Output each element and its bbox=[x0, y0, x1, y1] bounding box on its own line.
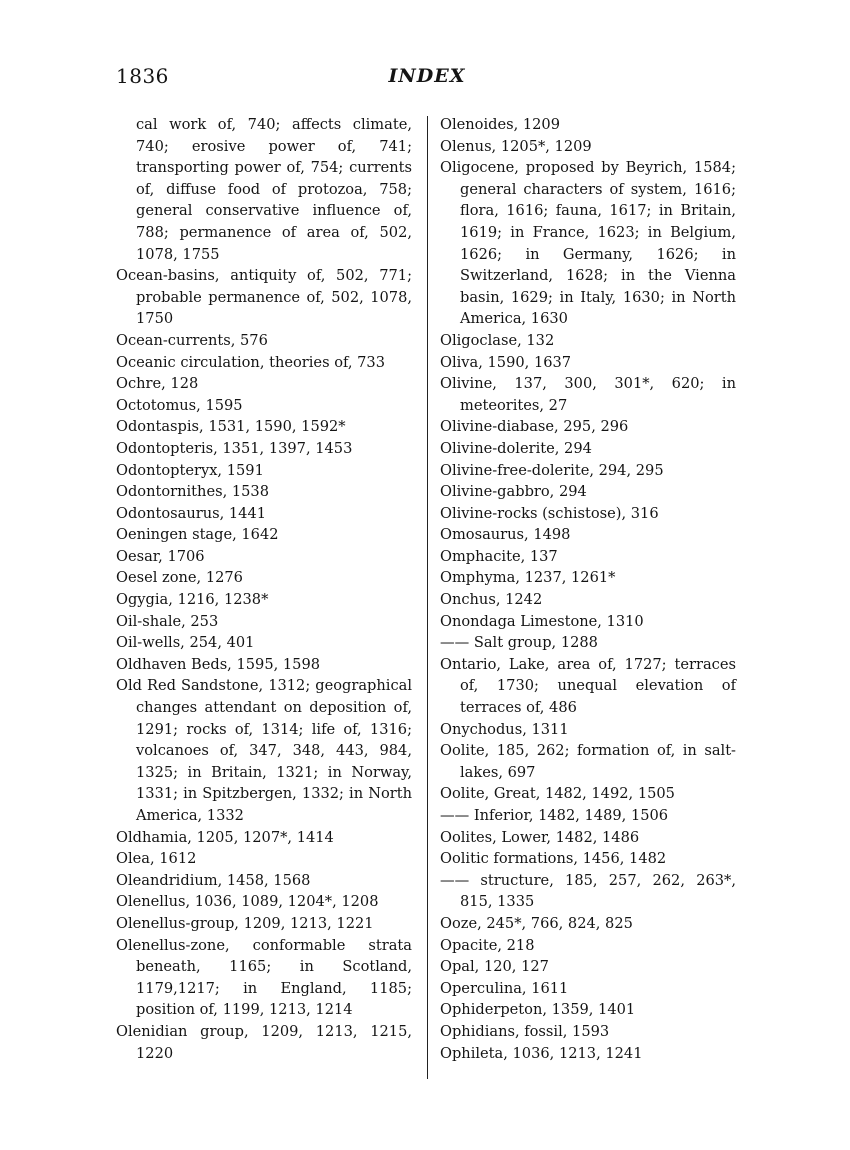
index-entry: Oligocene, proposed by Beyrich, 1584; general characters of system, 1616; flora, 1616; fauna, 1617; in Britain, 1619; in France, 1623; in Belgium, 1626; in Germany, 1626; in Switzerland, 1628; in the Vienna basin, 1629; in Italy, 1630; in North America, 1630 bbox=[440, 159, 736, 328]
index-entry: Ocean-basins, antiquity of, 502, 771; probable permanence of, 502, 1078, 1750 bbox=[116, 267, 412, 328]
index-entry: Omosaurus, 1498 bbox=[440, 526, 571, 544]
index-entry: Oldhaven Beds, 1595, 1598 bbox=[116, 655, 321, 673]
page-number: 1836 bbox=[116, 64, 169, 88]
column-divider bbox=[427, 116, 428, 1079]
running-title: INDEX bbox=[388, 65, 466, 87]
index-entry: Oliva, 1590, 1637 bbox=[440, 353, 572, 371]
index-entry: Ogygia, 1216, 1238* bbox=[116, 591, 269, 609]
index-entry: Old Red Sandstone, 1312; geographical changes attendant on deposition of, 1291; rocks of, 1314; life of, 1316; volcanoes of, 347, 348, 443, 984, 1325; in Britain, 1321; in Norway, 1331; in Spitzbergen, 1332; in North America, 1332 bbox=[116, 677, 412, 824]
index-entry: Ophiderpeton, 1359, 1401 bbox=[440, 1001, 636, 1019]
index-entry: Olivine-diabase, 295, 296 bbox=[440, 418, 629, 436]
index-entry: cal work of, 740; affects climate, 740; erosive power of, 741; transporting power of, 754; currents of, diffuse food of protozoa, 758; general conservative influence of, 788; permanence of area of, 502, 1078, 1755 bbox=[136, 116, 412, 263]
index-entry: Oolite, 185, 262; formation of, in salt-lakes, 697 bbox=[440, 742, 736, 781]
index-entry: Odontopteris, 1351, 1397, 1453 bbox=[116, 439, 353, 457]
index-entry: Ochre, 128 bbox=[116, 375, 199, 393]
page-header bbox=[116, 64, 738, 96]
index-entry: Oldhamia, 1205, 1207*, 1414 bbox=[116, 828, 334, 846]
index-entry: Odontornithes, 1538 bbox=[116, 483, 269, 501]
index-entry: Olenus, 1205*, 1209 bbox=[440, 137, 592, 155]
index-entry: Onychodus, 1311 bbox=[440, 720, 569, 738]
index-entry: Onondaga Limestone, 1310 bbox=[440, 612, 644, 630]
index-entry: Odontosaurus, 1441 bbox=[116, 504, 267, 522]
index-entry: Omphacite, 137 bbox=[440, 547, 558, 565]
index-entry: Ooze, 245*, 766, 824, 825 bbox=[440, 914, 633, 932]
index-entry: Oleandridium, 1458, 1568 bbox=[116, 871, 311, 889]
index-entry: Ophidians, fossil, 1593 bbox=[440, 1022, 610, 1040]
index-entry: —— Salt group, 1288 bbox=[440, 634, 598, 652]
index-entry: Olenidian group, 1209, 1213, 1215, 1220 bbox=[116, 1022, 412, 1062]
index-entry: Olenellus-group, 1209, 1213, 1221 bbox=[116, 914, 374, 932]
index-entry: Olivine-gabbro, 294 bbox=[440, 483, 587, 501]
index-entry: Olivine-dolerite, 294 bbox=[440, 439, 592, 457]
index-entry: Olivine-rocks (schistose), 316 bbox=[440, 504, 659, 522]
index-entry: Oil-wells, 254, 401 bbox=[116, 634, 255, 652]
index-entry: Ocean-currents, 576 bbox=[116, 331, 268, 349]
index-entry: Oil-shale, 253 bbox=[116, 612, 219, 630]
index-entry: Oligoclase, 132 bbox=[440, 331, 555, 349]
index-entry: Onchus, 1242 bbox=[440, 591, 543, 609]
index-entry: Odontaspis, 1531, 1590, 1592* bbox=[116, 418, 346, 436]
index-entry: Ontario, Lake, area of, 1727; terraces of, 1730; unequal elevation of terraces of, 486 bbox=[440, 655, 736, 717]
index-entry: Oeningen stage, 1642 bbox=[116, 526, 279, 544]
index-entry: Olenellus, 1036, 1089, 1204*, 1208 bbox=[116, 893, 379, 911]
index-column-right bbox=[440, 114, 736, 1064]
index-entry: —— Inferior, 1482, 1489, 1506 bbox=[440, 807, 669, 824]
index-entry: Oolite, Great, 1482, 1492, 1505 bbox=[440, 785, 675, 803]
index-entry: Oesel zone, 1276 bbox=[116, 569, 243, 587]
index-entry: Olivine, 137, 300, 301*, 620; in meteorites, 27 bbox=[440, 375, 736, 414]
index-entry: Opacite, 218 bbox=[440, 936, 535, 954]
index-entry: Octotomus, 1595 bbox=[116, 396, 243, 414]
index-entry: Ophileta, 1036, 1213, 1241 bbox=[440, 1044, 643, 1062]
index-entry: Oolites, Lower, 1482, 1486 bbox=[440, 828, 640, 846]
index-entry: Olenoides, 1209 bbox=[440, 116, 561, 133]
index-column-left bbox=[116, 114, 412, 1064]
index-entry: Odontopteryx, 1591 bbox=[116, 461, 264, 479]
index-entry: Olea, 1612 bbox=[116, 850, 197, 868]
index-entry: Operculina, 1611 bbox=[440, 979, 569, 997]
index-entry: Opal, 120, 127 bbox=[440, 958, 549, 976]
index-entry: Omphyma, 1237, 1261* bbox=[440, 569, 616, 587]
index-entry: Oceanic circulation, theories of, 733 bbox=[116, 353, 386, 371]
index-entry: Olenellus-zone, conformable strata beneath, 1165; in Scotland, 1179,1217; in England, 1185; position of, 1199, 1213, 1214 bbox=[116, 936, 412, 1019]
index-entry: —— structure, 185, 257, 262, 263*, 815, 1335 bbox=[440, 871, 736, 911]
index-entry: Oolitic formations, 1456, 1482 bbox=[440, 850, 667, 868]
index-entry: Olivine-free-dolerite, 294, 295 bbox=[440, 461, 664, 479]
index-entry: Oesar, 1706 bbox=[116, 547, 205, 565]
